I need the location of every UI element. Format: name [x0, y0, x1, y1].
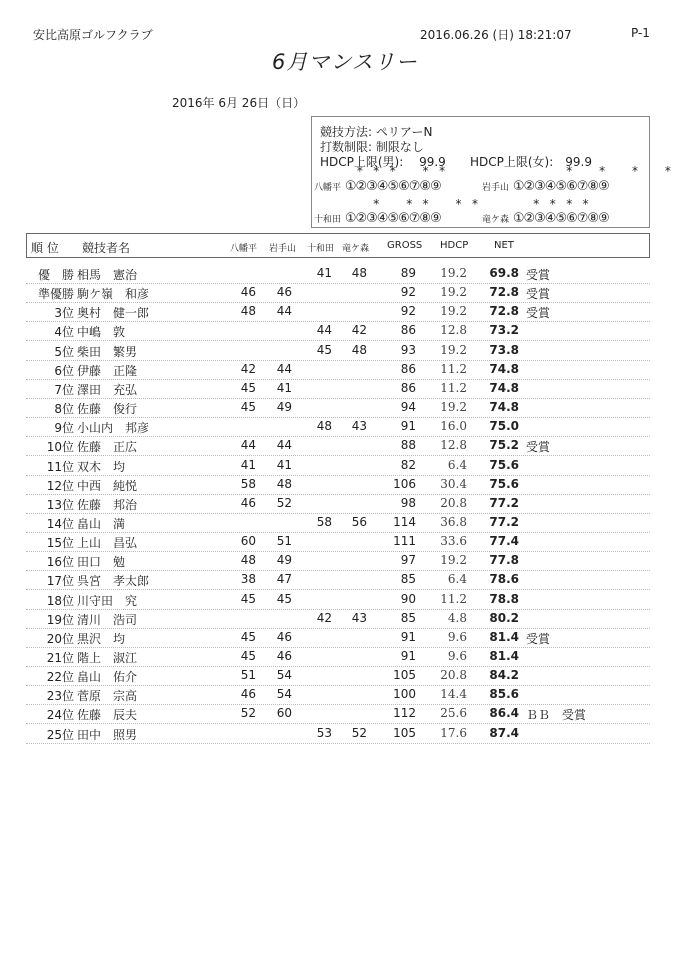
rank-cell: 15位 [46, 536, 74, 551]
table-row [26, 456, 650, 476]
player-name: 柴田 繁男 [77, 344, 138, 359]
score-hachimantai: 58 [240, 476, 256, 491]
table-row [26, 590, 650, 610]
gross-score: 86 [400, 323, 416, 338]
course-towada [314, 211, 441, 226]
handicap: 11.2 [440, 361, 467, 376]
player-name: 畠山 満 [77, 516, 126, 531]
net-score: 86.4 [489, 706, 519, 721]
player-name: 中嶋 敦 [77, 325, 126, 340]
handicap: 25.6 [440, 706, 467, 721]
net-score: 73.2 [489, 323, 519, 338]
score-hachimantai: 42 [240, 361, 256, 376]
player-name: 駒ケ嶺 和彦 [77, 287, 150, 302]
rank-cell: 13位 [46, 497, 74, 512]
table-row [26, 341, 650, 361]
score-iwatesan: 48 [276, 476, 292, 491]
table-row [26, 475, 650, 495]
course-name: 八幡平 [314, 183, 342, 193]
net-score: 77.2 [489, 495, 519, 510]
score-ryugamori: 43 [351, 419, 367, 434]
score-iwatesan: 46 [276, 649, 292, 663]
gross-score: 94 [400, 400, 416, 415]
course-name: 岩手山 [482, 183, 510, 193]
table-row [26, 628, 650, 648]
rank-cell: 準優勝 [37, 287, 74, 302]
rank-cell: 5位 [54, 344, 74, 359]
table-row [26, 436, 650, 456]
player-name: 川守田 究 [77, 593, 138, 608]
net-score: 72.8 [489, 304, 519, 319]
gross-score: 92 [400, 285, 416, 300]
score-hachimantai: 46 [240, 285, 256, 300]
score-hachimantai: 48 [240, 304, 256, 319]
table-row [26, 264, 650, 284]
score-iwatesan: 60 [276, 706, 292, 721]
player-name: 佐藤 正広 [77, 440, 138, 455]
rank-cell: 14位 [46, 516, 74, 531]
table-row [26, 704, 650, 724]
score-towada: 41 [316, 266, 332, 280]
rank-cell: 16位 [46, 555, 74, 570]
score-iwatesan: 54 [276, 668, 292, 683]
player-name: 清川 浩司 [77, 612, 138, 627]
player-name: 小山内 邦彦 [77, 421, 150, 436]
rank-cell: 12位 [46, 478, 74, 493]
table-row [26, 551, 650, 571]
player-name: 呉宮 孝太郎 [77, 574, 150, 589]
rank-cell: 4位 [54, 325, 74, 340]
player-name: 上山 昌弘 [77, 536, 138, 551]
header-rank: 順 位 [31, 241, 59, 255]
gross-score: 86 [400, 361, 416, 376]
handicap: 20.8 [440, 668, 467, 683]
hole-numbers: ①②③④⑤⑥⑦⑧⑨ [512, 211, 609, 226]
score-iwatesan: 49 [276, 553, 292, 568]
gross-score: 82 [400, 457, 416, 472]
net-score: 78.6 [489, 572, 519, 587]
hdcp-limit-female: HDCP上限(女): 99.9 [470, 155, 593, 169]
score-hachimantai: 44 [240, 438, 256, 453]
player-name: 澤田 充弘 [77, 382, 138, 397]
course-iwatesan [482, 179, 609, 194]
header-ryugamori: 竜ケ森 [342, 244, 370, 254]
handicap: 9.6 [447, 629, 467, 644]
table-row [26, 570, 650, 590]
rank-cell: 7位 [54, 382, 74, 397]
score-iwatesan: 45 [276, 591, 292, 606]
score-ryugamori: 52 [351, 725, 367, 740]
gross-score: 91 [400, 649, 416, 663]
course-name: 竜ケ森 [482, 215, 510, 225]
gross-score: 88 [400, 438, 416, 453]
gross-score: 100 [393, 687, 416, 702]
handicap: 14.4 [440, 687, 467, 702]
handicap: 19.2 [440, 342, 467, 357]
player-name: 黒沢 均 [77, 631, 126, 646]
rank-cell: 6位 [54, 363, 74, 378]
hole-numbers: ①②③④⑤⑥⑦⑧⑨ [344, 179, 441, 194]
gross-score: 114 [393, 514, 416, 529]
score-hachimantai: 38 [240, 572, 256, 587]
handicap: 20.8 [440, 495, 467, 510]
score-towada: 44 [316, 323, 332, 338]
table-row [26, 379, 650, 399]
net-score: 77.8 [489, 553, 519, 568]
rank-cell: 18位 [46, 593, 74, 608]
competition-conditions-box [311, 116, 673, 228]
gross-score: 86 [400, 380, 416, 395]
gross-score: 90 [400, 591, 416, 606]
player-name: 双木 均 [77, 459, 126, 474]
club-name: 安比高原ゴルフクラブ [33, 28, 153, 42]
gross-score: 98 [400, 495, 416, 510]
score-iwatesan: 47 [276, 572, 292, 587]
header-name: 競技者名 [82, 241, 131, 255]
player-name: 相馬 憲治 [77, 268, 138, 282]
score-hachimantai: 46 [240, 687, 256, 702]
net-score: 84.2 [489, 668, 519, 683]
gross-score: 91 [400, 419, 416, 434]
score-iwatesan: 44 [276, 361, 292, 376]
rank-cell: 23位 [46, 689, 74, 704]
hidden-hole-marks-hachimantai: * * * * * [348, 164, 488, 178]
score-towada: 53 [316, 725, 332, 740]
gross-score: 89 [400, 266, 416, 280]
table-row [26, 283, 650, 303]
score-iwatesan: 41 [276, 380, 292, 395]
rank-cell: 25位 [46, 727, 74, 742]
player-name: 奥村 健一郎 [77, 306, 150, 321]
net-score: 78.8 [489, 591, 519, 606]
rank-cell: 11位 [46, 459, 74, 474]
score-ryugamori: 48 [351, 266, 367, 280]
rank-cell: 19位 [46, 612, 74, 627]
handicap: 19.2 [440, 266, 467, 280]
remark: 受賞 [526, 631, 551, 646]
gross-score: 85 [400, 572, 416, 587]
table-row [26, 321, 650, 341]
handicap: 33.6 [440, 534, 467, 549]
handicap: 19.2 [440, 304, 467, 319]
score-ryugamori: 48 [351, 342, 367, 357]
table-row [26, 532, 650, 552]
score-hachimantai: 46 [240, 495, 256, 510]
table-row [26, 417, 650, 437]
handicap: 4.8 [447, 610, 467, 625]
hidden-hole-marks-iwatesan: * * * * [508, 164, 673, 178]
score-iwatesan: 52 [276, 495, 292, 510]
rank-cell: 22位 [46, 670, 74, 685]
score-iwatesan: 54 [276, 687, 292, 702]
net-score: 69.8 [489, 266, 519, 280]
gross-score: 111 [393, 534, 416, 549]
player-name: 伊藤 正隆 [77, 363, 138, 378]
remark: 受賞 [526, 268, 551, 282]
player-name: 佐藤 辰夫 [77, 708, 138, 723]
report-title: 6月マンスリー [272, 50, 418, 74]
handicap: 11.2 [440, 380, 467, 395]
score-hachimantai: 52 [240, 706, 256, 721]
player-name: 田中 照男 [77, 727, 138, 742]
gross-score: 105 [393, 668, 416, 683]
score-hachimantai: 45 [240, 380, 256, 395]
remark: ＢＢ 受賞 [526, 708, 587, 723]
score-hachimantai: 45 [240, 629, 256, 644]
score-iwatesan: 51 [276, 534, 292, 549]
competition-method: 競技方法: ペリアーN [320, 125, 433, 139]
score-ryugamori: 42 [351, 323, 367, 338]
score-hachimantai: 48 [240, 553, 256, 568]
table-row [26, 360, 650, 380]
gross-score: 105 [393, 725, 416, 740]
table-row [26, 494, 650, 514]
header-net: NET [494, 240, 514, 251]
course-ryugamori [482, 211, 609, 226]
net-score: 74.8 [489, 361, 519, 376]
stroke-limit: 打数制限: 制限なし [320, 140, 424, 154]
gross-score: 92 [400, 304, 416, 319]
handicap: 19.2 [440, 553, 467, 568]
hdcp-limit-male: HDCP上限(男): 99.9 [320, 155, 446, 169]
net-score: 80.2 [489, 610, 519, 625]
table-row [26, 302, 650, 322]
net-score: 85.6 [489, 687, 519, 702]
handicap: 16.0 [440, 419, 467, 434]
net-score: 75.6 [489, 476, 519, 491]
score-towada: 45 [316, 342, 332, 357]
net-score: 75.2 [489, 438, 519, 453]
score-ryugamori: 56 [351, 514, 367, 529]
handicap: 6.4 [447, 457, 467, 472]
rank-cell: 8位 [54, 402, 74, 417]
header-towada: 十和田 [307, 244, 335, 254]
handicap: 36.8 [440, 514, 467, 529]
net-score: 75.0 [489, 419, 519, 434]
gross-score: 112 [393, 706, 416, 721]
header-gross: GROSS [387, 240, 423, 251]
net-score: 73.8 [489, 342, 519, 357]
page-number: P-1 [631, 26, 650, 40]
course-hachimantai [314, 179, 441, 194]
net-score: 72.8 [489, 285, 519, 300]
score-iwatesan: 49 [276, 400, 292, 415]
score-hachimantai: 41 [240, 457, 256, 472]
player-name: 菅原 宗高 [77, 689, 138, 704]
handicap: 9.6 [447, 649, 467, 663]
hidden-hole-marks-towada: * * * * * [348, 197, 505, 211]
rank-cell: 9位 [54, 421, 74, 436]
hole-numbers: ①②③④⑤⑥⑦⑧⑨ [344, 211, 441, 226]
header-hdcp: HDCP [440, 240, 469, 251]
score-towada: 42 [316, 610, 332, 625]
handicap: 12.8 [440, 323, 467, 338]
table-row [26, 724, 650, 744]
table-row [26, 398, 650, 418]
net-score: 77.2 [489, 514, 519, 529]
player-name: 中西 純悦 [77, 478, 138, 493]
handicap: 17.6 [440, 725, 467, 740]
score-hachimantai: 60 [240, 534, 256, 549]
hole-numbers: ①②③④⑤⑥⑦⑧⑨ [512, 179, 609, 194]
rank-cell: 3位 [54, 306, 74, 321]
net-score: 81.4 [489, 649, 519, 663]
rank-cell: 17位 [46, 574, 74, 589]
competition-date: 2016年 6月 26日（日） [172, 96, 306, 110]
net-score: 87.4 [489, 725, 519, 740]
handicap: 6.4 [447, 572, 467, 587]
net-score: 74.8 [489, 400, 519, 415]
score-hachimantai: 51 [240, 668, 256, 683]
remark: 受賞 [526, 440, 551, 455]
print-timestamp: 2016.06.26 (日) 18:21:07 [420, 28, 572, 42]
table-row [26, 666, 650, 686]
rank-cell: 21位 [46, 651, 74, 665]
player-name: 畠山 佑介 [77, 670, 138, 685]
score-towada: 48 [316, 419, 332, 434]
player-name: 佐藤 俊行 [77, 402, 138, 417]
gross-score: 106 [393, 476, 416, 491]
score-iwatesan: 46 [276, 285, 292, 300]
gross-score: 91 [400, 629, 416, 644]
rank-cell: 優 勝 [37, 268, 74, 282]
handicap: 30.4 [440, 476, 467, 491]
score-towada: 58 [316, 514, 332, 529]
score-iwatesan: 46 [276, 629, 292, 644]
header-iwatesan: 岩手山 [269, 244, 297, 254]
handicap: 19.2 [440, 400, 467, 415]
score-hachimantai: 45 [240, 649, 256, 663]
gross-score: 85 [400, 610, 416, 625]
remark: 受賞 [526, 287, 551, 302]
net-score: 81.4 [489, 629, 519, 644]
handicap: 19.2 [440, 285, 467, 300]
player-name: 佐藤 邦治 [77, 497, 138, 512]
hidden-hole-marks-ryugamori: * * * * [508, 197, 648, 211]
table-row [26, 685, 650, 705]
remark: 受賞 [526, 306, 551, 321]
handicap: 12.8 [440, 438, 467, 453]
gross-score: 93 [400, 342, 416, 357]
score-iwatesan: 41 [276, 457, 292, 472]
score-hachimantai: 45 [240, 591, 256, 606]
course-name: 十和田 [314, 215, 342, 225]
handicap: 11.2 [440, 591, 467, 606]
net-score: 74.8 [489, 380, 519, 395]
gross-score: 97 [400, 553, 416, 568]
table-row [26, 609, 650, 629]
table-row [26, 647, 650, 667]
score-iwatesan: 44 [276, 438, 292, 453]
score-hachimantai: 45 [240, 400, 256, 415]
rank-cell: 20位 [46, 631, 74, 646]
net-score: 77.4 [489, 534, 519, 549]
rank-cell: 24位 [46, 708, 74, 723]
rank-cell: 10位 [46, 440, 74, 455]
net-score: 75.6 [489, 457, 519, 472]
header-hachimantai: 八幡平 [230, 244, 258, 254]
player-name: 階上 淑江 [77, 651, 138, 665]
results-table-header [26, 233, 650, 258]
score-ryugamori: 43 [351, 610, 367, 625]
player-name: 田口 勉 [77, 555, 126, 570]
table-row [26, 513, 650, 533]
score-iwatesan: 44 [276, 304, 292, 319]
